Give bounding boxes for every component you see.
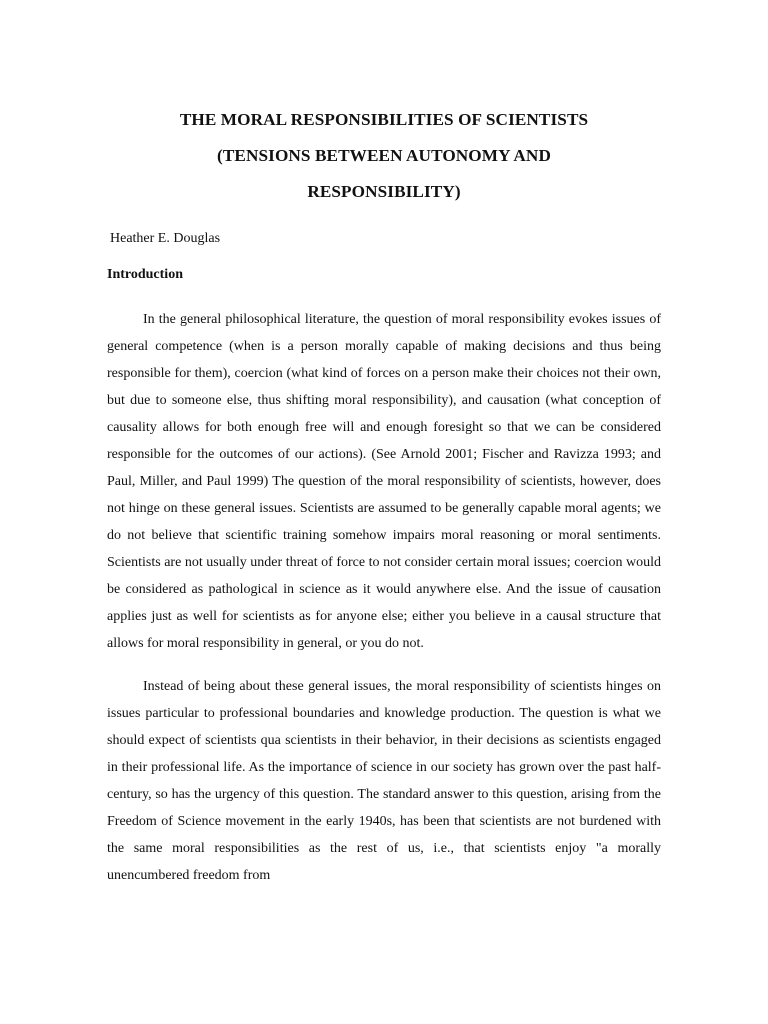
title-line-2: (TENSIONS BETWEEN AUTONOMY AND	[217, 146, 551, 165]
title-line-3: RESPONSIBILITY)	[307, 182, 461, 201]
title-line-1: THE MORAL RESPONSIBILITIES OF SCIENTISTS	[179, 110, 589, 129]
paragraph-1: In the general philosophical literature, the question of moral responsibility evokes issues of general competence (when is a person morally capable of making decisions and thus being responsible for them), coercion (what kind of forces on a person make their choices not their own, but due to someone else, thus shifting moral responsibility), and causation (what conception of causality allows for both enough free will and enough foresight so that we can be considered responsible for the outcomes of our actions). (See Arnold 2001; Fischer and Ravizza 1993; and Paul, Miller, and Paul 1999) The question of the moral responsibility of scientists, however, does not hinge on these general issues. Scientists are assumed to be generally capable moral agents; we do not believe that scientific training somehow impairs moral reasoning or moral sentiments. Scientists are not usually under threat of force to not consider certain moral issues; coercion would be considered as pathological in science as it would anywhere else. And the issue of causation applies just as well for scientists as for anyone else; either you believe in a causal structure that allows for moral responsibility in general, or you do not.	[107, 312, 661, 651]
paragraph-2: Instead of being about these general issues, the moral responsibility of scientists hinges on issues particular to professional boundaries and knowledge production. The question is what we should expect of scientists qua scientists in their behavior, in their decisions as scientists engaged in their professional life. As the importance of science in our society has grown over the past half-century, so has the urgency of this question. The standard answer to this question, arising from the Freedom of Science movement in the early 1940s, has been that scientists are not burdened with the same moral responsibilities as the rest of us, i.e., that scientists enjoy "a morally unencumbered freedom from	[107, 679, 661, 883]
section-heading: Introduction	[107, 267, 183, 282]
document-title	[107, 102, 661, 210]
document-page	[107, 0, 661, 889]
author-name: Heather E. Douglas	[110, 231, 221, 246]
